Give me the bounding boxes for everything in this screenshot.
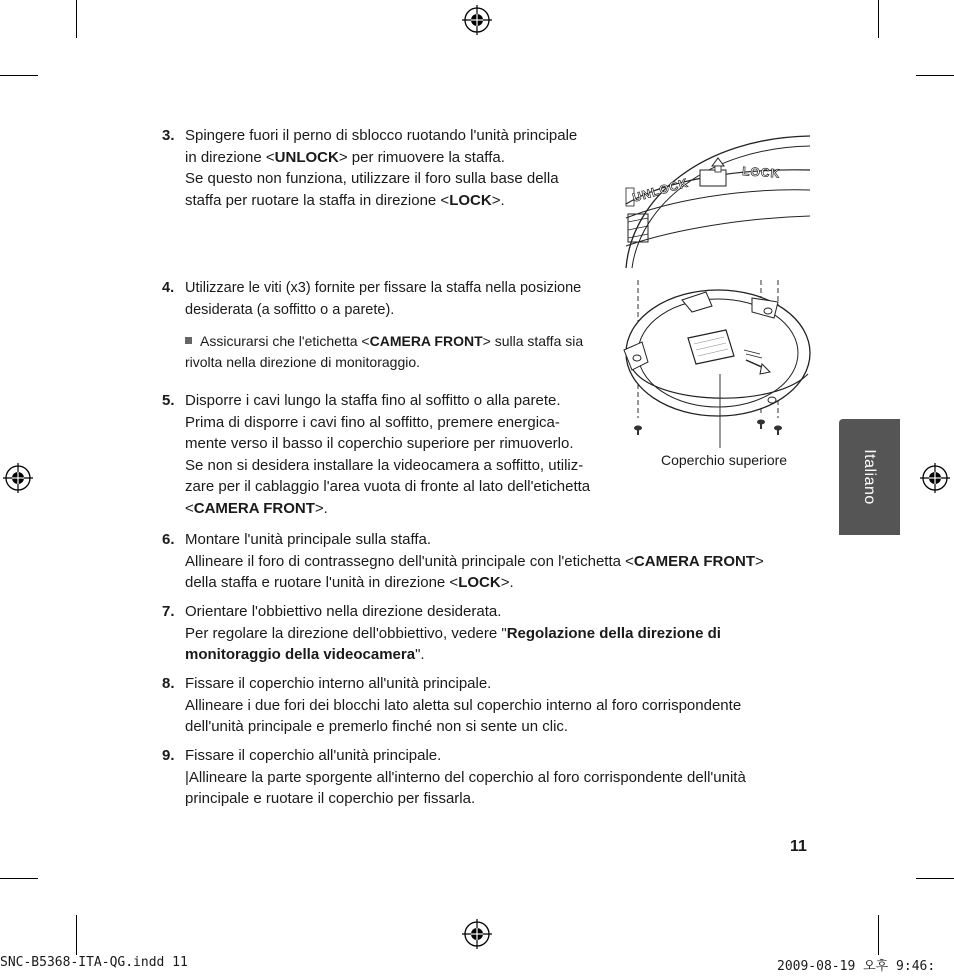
text-line [185, 390, 590, 412]
text-segment: zare per il cablaggio l'area vuota di fronte al lato dell'etichetta [185, 478, 591, 495]
text-line [185, 125, 577, 147]
crop-mark [878, 915, 879, 955]
figure-caption: Coperchio superiore [661, 452, 788, 468]
crop-mark [0, 75, 38, 76]
text-line [185, 601, 721, 623]
text-segment: Allineare i due fori dei blocchi lato aletta sul coperchio interno al foro corrispondente [185, 696, 742, 714]
note-text [185, 331, 583, 373]
registration-mark-icon [920, 463, 950, 493]
note [185, 331, 583, 373]
screw-icon [634, 426, 642, 436]
step-text [185, 601, 721, 666]
text-line [185, 644, 721, 666]
text-segment: >. [314, 499, 328, 517]
text-line [185, 695, 741, 717]
text-line [185, 623, 721, 645]
print-slug-right: 2009-08-19 오후 9:46: [777, 959, 936, 974]
step-number: 9. [162, 747, 175, 764]
language-tab [839, 419, 900, 535]
step-number: 5. [162, 392, 175, 409]
note-bullet-icon [185, 337, 192, 344]
text-segment: > per rimuovere la staffa. [338, 148, 505, 166]
text-line [185, 412, 590, 434]
text-line [185, 433, 590, 455]
text-segment: >. [491, 191, 505, 209]
text-segment: mente verso il basso il coperchio superiore per rimuoverlo. [185, 435, 574, 452]
text-line [185, 455, 590, 477]
text-segment: Assicurarsi che l'etichetta < [200, 333, 370, 349]
text-segment: Per regolare la direzione dell'obbiettivo, vedere " [185, 624, 507, 642]
screw-icon [757, 420, 765, 430]
text-line [185, 788, 746, 810]
text-segment: Utilizzare le viti (x3) fornite per fissare la staffa nella posizione [185, 280, 582, 296]
text-segment: ". [415, 646, 425, 663]
step-number: 6. [162, 531, 175, 548]
bold-term: LOCK [458, 574, 501, 591]
crop-mark [916, 878, 954, 879]
text-segment: |Allineare la parte sporgente all'interno del coperchio al foro corrispondente dell'unità [185, 768, 746, 786]
text-line [185, 352, 583, 373]
text-line [185, 300, 581, 322]
text-line [185, 476, 590, 498]
bold-term: CAMERA FRONT [633, 552, 756, 570]
page-number: 11 [790, 838, 807, 855]
text-line [185, 673, 741, 695]
crop-mark [76, 915, 77, 955]
text-segment: > sulla staffa sia [482, 333, 584, 349]
text-segment: Se questo non funziona, utilizzare il foro sulla base della [185, 170, 559, 187]
step-number: 7. [162, 603, 175, 620]
text-segment: in direzione < [185, 148, 275, 166]
text-line [185, 498, 590, 520]
text-line [200, 333, 583, 349]
text-line [185, 529, 764, 551]
bold-term: UNLOCK [274, 148, 339, 166]
text-segment: desiderata (a soffitto o a parete). [185, 301, 395, 318]
registration-mark-icon [462, 919, 492, 949]
text-line [185, 278, 581, 300]
language-tab-label: Italiano [861, 449, 878, 505]
text-segment: Prima di disporre i cavi fino al soffitto, premere energica- [185, 413, 560, 431]
bold-term: Regolazione della direzione di [506, 624, 721, 642]
screw-icon [774, 426, 782, 436]
crop-mark [878, 0, 879, 38]
text-line [185, 572, 764, 594]
print-slug-left: SNC-B5368-ITA-QG.indd 11 [0, 955, 188, 970]
crop-mark [76, 0, 77, 38]
text-line [185, 190, 577, 212]
step-number: 8. [162, 675, 175, 692]
text-segment: < [185, 499, 194, 517]
bold-term: monitoraggio della videocamera [185, 646, 416, 663]
step-text [185, 278, 581, 321]
text-segment: Fissare il coperchio all'unità principale. [185, 747, 442, 764]
text-segment: Se non si desidera installare la videocamera a soffitto, utiliz- [185, 456, 584, 474]
text-segment: Disporre i cavi lungo la staffa fino al soffitto o alla parete. [185, 392, 561, 409]
text-line [185, 745, 746, 767]
text-line [185, 716, 741, 738]
text-line [185, 168, 577, 190]
text-line [185, 551, 764, 573]
crop-mark [0, 878, 38, 879]
bold-term: CAMERA FRONT [193, 499, 315, 517]
text-segment: Fissare il coperchio interno all'unità principale. [185, 675, 492, 692]
text-segment: rivolta nella direzione di monitoraggio. [185, 354, 421, 370]
text-segment: staffa per ruotare la staffa in direzione < [185, 191, 450, 209]
text-segment: >. [500, 574, 514, 591]
step-text [185, 673, 741, 738]
unlock-label: UNLOCK [630, 175, 690, 205]
text-segment: Allineare il foro di contrassegno dell'unità principale con l'etichetta < [185, 552, 634, 570]
text-segment: Montare l'unità principale sulla staffa. [185, 531, 432, 548]
text-segment: Orientare l'obbiettivo nella direzione desiderata. [185, 603, 502, 620]
step-text [185, 745, 746, 810]
text-line [185, 147, 577, 169]
text-line [185, 767, 746, 789]
registration-mark-icon [3, 463, 33, 493]
text-segment: Spingere fuori il perno di sblocco ruotando l'unità principale [185, 127, 578, 144]
step-text [185, 390, 590, 519]
crop-mark [916, 75, 954, 76]
text-segment: dell'unità principale e premerlo finché non si sente un clic. [185, 718, 569, 735]
step-text [185, 125, 577, 211]
bracket-unlock-figure [612, 118, 812, 270]
lock-label: LOCK [741, 164, 781, 181]
step-number: 3. [162, 127, 175, 144]
bold-term: LOCK [449, 191, 492, 209]
text-segment: principale e ruotare il coperchio per fissarla. [185, 790, 476, 807]
step-number: 4. [162, 280, 175, 296]
bracket-mounting-figure [622, 278, 818, 448]
text-segment: della staffa e ruotare l'unità in direzione < [185, 574, 459, 591]
step-text [185, 529, 764, 594]
bold-term: CAMERA FRONT [369, 333, 483, 349]
registration-mark-icon [462, 5, 492, 35]
text-segment: > [755, 552, 764, 570]
